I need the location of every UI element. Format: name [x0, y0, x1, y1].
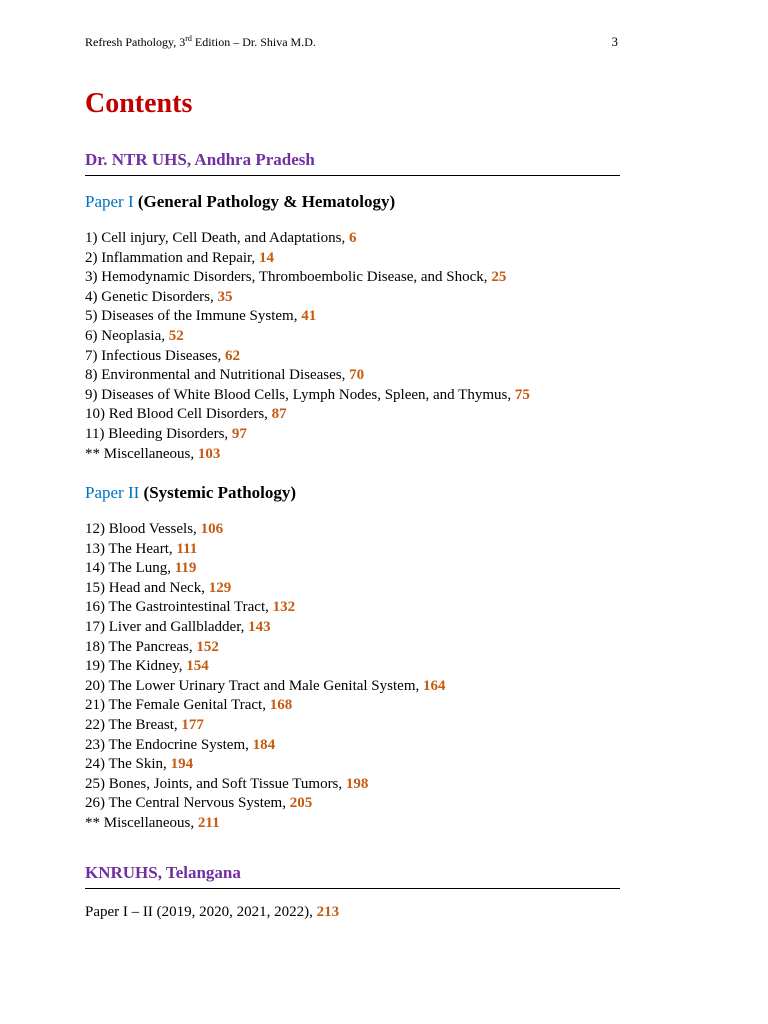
toc-entry-text: 25) Bones, Joints, and Soft Tissue Tumors,: [85, 775, 346, 792]
toc-entry-text: ** Miscellaneous,: [85, 814, 198, 831]
edition-superscript: rd: [185, 34, 192, 43]
toc-entry: [85, 579, 445, 599]
toc-page-number: 152: [196, 638, 219, 655]
toc-page-number: 75: [514, 386, 530, 403]
toc-entry-text: 2) Inflammation and Repair,: [85, 249, 259, 266]
toc-page-number: 87: [271, 406, 287, 423]
toc-entry-text: 16) The Gastrointestinal Tract,: [85, 599, 273, 616]
toc-page-number: 129: [208, 579, 232, 596]
toc-page-number: 6: [348, 230, 357, 246]
toc-entry-text: 8) Environmental and Nutritional Diseases,: [85, 367, 350, 384]
toc-entry: [85, 657, 445, 677]
university-heading-knruhs: KNRUHS, Telangana: [85, 862, 620, 889]
toc-entry: [85, 366, 530, 386]
contents-title: Contents: [85, 88, 193, 119]
toc-entry: [85, 445, 530, 465]
running-header: [85, 33, 618, 51]
toc-entry-text: 3) Hemodynamic Disorders, Thromboembolic Disease, and Shock,: [85, 269, 492, 286]
running-header-author: Edition – Dr. Shiva M.D.: [191, 35, 316, 49]
toc-page-number: 177: [181, 716, 204, 733]
toc-entry-text: 26) The Central Nervous System,: [85, 795, 290, 812]
paper-heading-paper-1: [85, 191, 395, 213]
toc-entry: [85, 405, 530, 425]
toc-entry: [85, 696, 445, 716]
paper-subtitle: (Systemic Pathology): [143, 483, 297, 502]
toc-entry-text: 12) Blood Vessels,: [85, 521, 201, 537]
page-number: 3: [611, 34, 618, 49]
toc-page-number: 111: [176, 540, 198, 557]
toc-entry: [85, 327, 530, 347]
paper-label: Paper II: [85, 483, 140, 502]
toc-page-number: 62: [224, 347, 240, 364]
toc-page-number: 205: [289, 795, 313, 812]
toc-entry-text: 20) The Lower Urinary Tract and Male Genital System,: [85, 677, 423, 694]
toc-page-number: 132: [272, 599, 296, 616]
toc-entry-text: 24) The Skin,: [85, 756, 171, 773]
toc-page-number: 97: [231, 425, 247, 442]
toc-entry-text: 18) The Pancreas,: [85, 638, 197, 655]
toc-entry-text: 5) Diseases of the Immune System,: [85, 308, 302, 325]
toc-page-number: 103: [197, 445, 221, 462]
toc-entry-text: 4) Genetic Disorders,: [85, 288, 218, 305]
toc-entry: [85, 540, 445, 560]
toc-page-number: 119: [174, 560, 197, 577]
toc-entry-text: 7) Infectious Diseases,: [85, 347, 225, 364]
paper-subtitle: (General Pathology & Hematology): [137, 192, 396, 211]
toc-entry: [85, 347, 530, 367]
paper-heading-paper-2: [85, 482, 296, 504]
toc-page-number: 154: [186, 658, 209, 675]
toc-page-number: 14: [258, 249, 274, 266]
paper-label: Paper I: [85, 192, 134, 211]
toc-entry: [85, 268, 530, 288]
toc-entry: [85, 386, 530, 406]
toc-entry: [85, 814, 445, 834]
toc-entry: [85, 229, 530, 249]
toc-page-number: 35: [217, 288, 233, 305]
toc-page-number: 70: [349, 367, 365, 384]
toc-page-number: 41: [301, 308, 317, 325]
toc-page-number: 164: [422, 677, 446, 694]
toc-entry: [85, 425, 530, 445]
toc-entry-text: 11) Bleeding Disorders,: [85, 425, 232, 442]
toc-entry: [85, 288, 530, 308]
toc-page-number: 106: [200, 521, 224, 537]
toc-entry-knruhs: [85, 902, 339, 922]
toc-entry-text: 15) Head and Neck,: [85, 579, 209, 596]
toc-entry: [85, 249, 530, 269]
toc-entry: [85, 520, 445, 540]
toc-entry: [85, 307, 530, 327]
toc-entry-text: 13) The Heart,: [85, 540, 177, 557]
toc-entry-text: Paper I – II (2019, 2020, 2021, 2022),: [85, 904, 317, 920]
toc-entry: [85, 775, 445, 795]
toc-entry: [85, 559, 445, 579]
toc-entry-text: 17) Liver and Gallbladder,: [85, 618, 249, 635]
toc-entry-text: 22) The Breast,: [85, 716, 182, 733]
toc-entry: [85, 618, 445, 638]
toc-entry: [85, 755, 445, 775]
toc-entry: [85, 736, 445, 756]
toc-page-number: 198: [345, 775, 369, 792]
running-header-book: Refresh Pathology, 3: [85, 35, 186, 49]
toc-entry: [85, 677, 445, 697]
toc-entry-text: 6) Neoplasia,: [85, 327, 169, 344]
toc-page-number: 184: [252, 736, 276, 753]
toc-entry-text: 14) The Lung,: [85, 560, 175, 577]
toc-entry: [85, 638, 445, 658]
toc-entry: [85, 598, 445, 618]
toc-entry-text: ** Miscellaneous,: [85, 445, 198, 462]
toc-page-number: 52: [168, 327, 184, 344]
university-heading-ntruhs: Dr. NTR UHS, Andhra Pradesh: [85, 149, 620, 176]
toc-page-number: 211: [197, 814, 220, 831]
toc-entry-text: 1) Cell injury, Cell Death, and Adaptations,: [85, 230, 349, 246]
toc-page-number: 213: [316, 904, 340, 920]
toc-entry-text: 21) The Female Genital Tract,: [85, 697, 270, 714]
toc-page-number: 194: [170, 756, 194, 773]
toc-entry-text: 19) The Kidney,: [85, 658, 187, 675]
toc-entry: [85, 794, 445, 814]
toc-page-number: 143: [248, 618, 271, 635]
toc-entry-text: 10) Red Blood Cell Disorders,: [85, 406, 272, 423]
toc-page-number: 25: [491, 269, 507, 286]
toc-entry: [85, 716, 445, 736]
toc-page-number: 168: [269, 697, 293, 714]
toc-list-paper-1: [85, 229, 530, 464]
toc-entry-text: 9) Diseases of White Blood Cells, Lymph Nodes, Spleen, and Thymus,: [85, 386, 515, 403]
toc-entry-text: 23) The Endocrine System,: [85, 736, 253, 753]
toc-list-paper-2: [85, 520, 445, 834]
